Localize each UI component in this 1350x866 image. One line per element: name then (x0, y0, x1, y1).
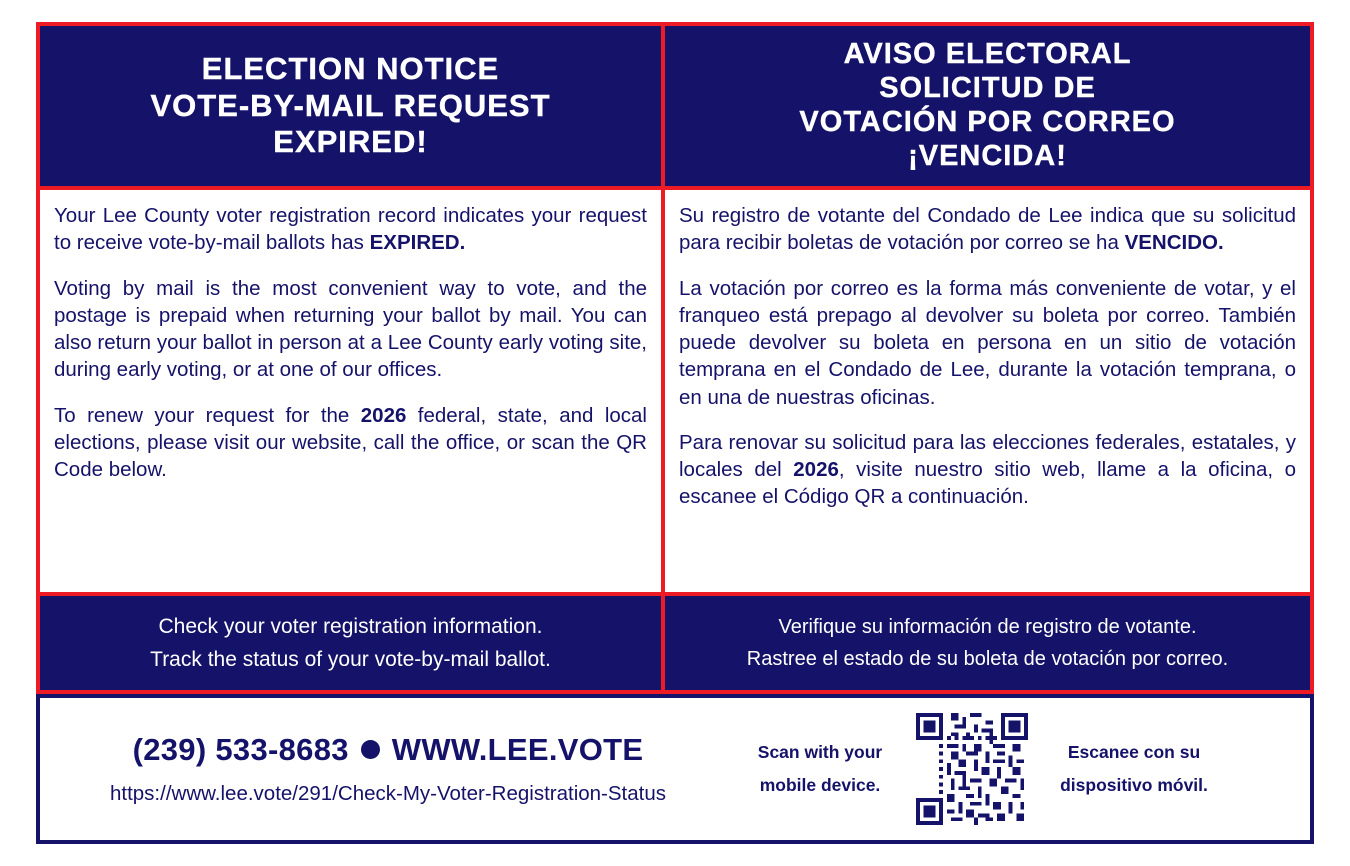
spanish-banner-line-2: SOLICITUD DE (879, 72, 1096, 105)
bullet-dot-icon (361, 740, 380, 759)
english-callout-line-1: Check your voter registration information. (158, 615, 543, 638)
english-p3-bold: 2026 (360, 403, 407, 427)
english-p3-post: federal, state, and local elections, please visit our website, call the office, or scan the QR Code below. (54, 403, 647, 481)
registration-status-url[interactable]: https://www.lee.vote/291/Check-My-Voter-Registration-Status (109, 782, 666, 805)
english-p3-pre: To renew your request for the (54, 403, 361, 427)
spanish-callout-line-2: Rastree el estado de su boleta de votación por correo. (746, 648, 1229, 670)
qr-code-icon[interactable] (916, 713, 1028, 825)
english-paragraph-2: Voting by mail is the most convenient way to vote, and the postage is prepaid when returning your ballot by mail. You can also return your ballot in person at a Lee County early voting site, during early voting, or at one of our offices. (54, 276, 647, 382)
spanish-banner-line-3: VOTACIÓN POR CORREO (799, 106, 1176, 138)
contact-footer (36, 694, 1314, 844)
english-scan-line-1: Scan with your (757, 741, 883, 762)
spanish-scan-line-1: Escanee con su (1067, 741, 1201, 762)
english-banner-line-3: EXPIRED! (273, 124, 428, 160)
spanish-banner (665, 22, 1314, 190)
phone-number[interactable]: (239) 533-8683 (132, 732, 349, 767)
qr-code-container[interactable] (910, 713, 1034, 825)
english-body (36, 190, 665, 596)
english-scan-instruction (730, 736, 910, 803)
spanish-scan-instruction (1034, 736, 1234, 803)
spanish-banner-line-4: ¡VENCIDA! (908, 139, 1067, 172)
website-label[interactable]: WWW.LEE.VOTE (391, 732, 644, 767)
spanish-scan-line-2: dispositivo móvil. (1060, 775, 1208, 795)
english-banner (36, 22, 665, 190)
english-callout-line-2: Track the status of your vote-by-mail ballot. (150, 648, 551, 671)
spanish-callout (665, 596, 1314, 694)
spanish-paragraph-2: La votación por correo es la forma más conveniente de votar, y el franqueo está prepago al devolver su boleta por correo. También puede devolver su boleta en persona en un sitio de votación temprana en el Condado de Lee, durante la votación temprana, o en una de nuestras oficinas. (679, 276, 1296, 409)
spanish-p3-pre: Para renovar su solicitud para las elecciones federales, estatales, y locales del (679, 430, 1296, 481)
spanish-body (665, 190, 1314, 596)
spanish-paragraph-3 (679, 429, 1296, 511)
english-banner-line-2: VOTE-BY-MAIL REQUEST (150, 87, 551, 123)
english-paragraph-1 (54, 202, 647, 257)
spanish-paragraph-1 (679, 202, 1296, 257)
notice-columns (36, 22, 1314, 694)
spanish-p3-post: , visite nuestro sitio web, llame a la oficina, o escanee el Código QR a continuación. (679, 458, 1297, 509)
english-column (36, 22, 665, 694)
contact-block (40, 732, 730, 806)
spanish-column (665, 22, 1314, 694)
spanish-p1-bold: VENCIDO. (1124, 231, 1224, 255)
spanish-banner-line-1: AVISO ELECTORAL (843, 38, 1132, 71)
english-banner-line-1: ELECTION NOTICE (201, 51, 500, 87)
english-callout (36, 596, 665, 694)
english-paragraph-3 (54, 402, 647, 484)
english-p1-bold: EXPIRED. (369, 231, 466, 255)
election-notice-card (36, 22, 1314, 844)
spanish-p1-pre: Su registro de votante del Condado de Lee indica que su solicitud para recibir boletas de votación por correo se ha (679, 204, 1296, 255)
spanish-callout-line-1: Verifique su información de registro de votante. (778, 616, 1197, 638)
english-p1-pre: Your Lee County voter registration record indicates your request to receive vote-by-mail ballots has (54, 204, 647, 255)
english-scan-line-2: mobile device. (759, 775, 881, 795)
spanish-p3-bold: 2026 (793, 458, 839, 481)
phone-and-website-row (46, 732, 730, 768)
